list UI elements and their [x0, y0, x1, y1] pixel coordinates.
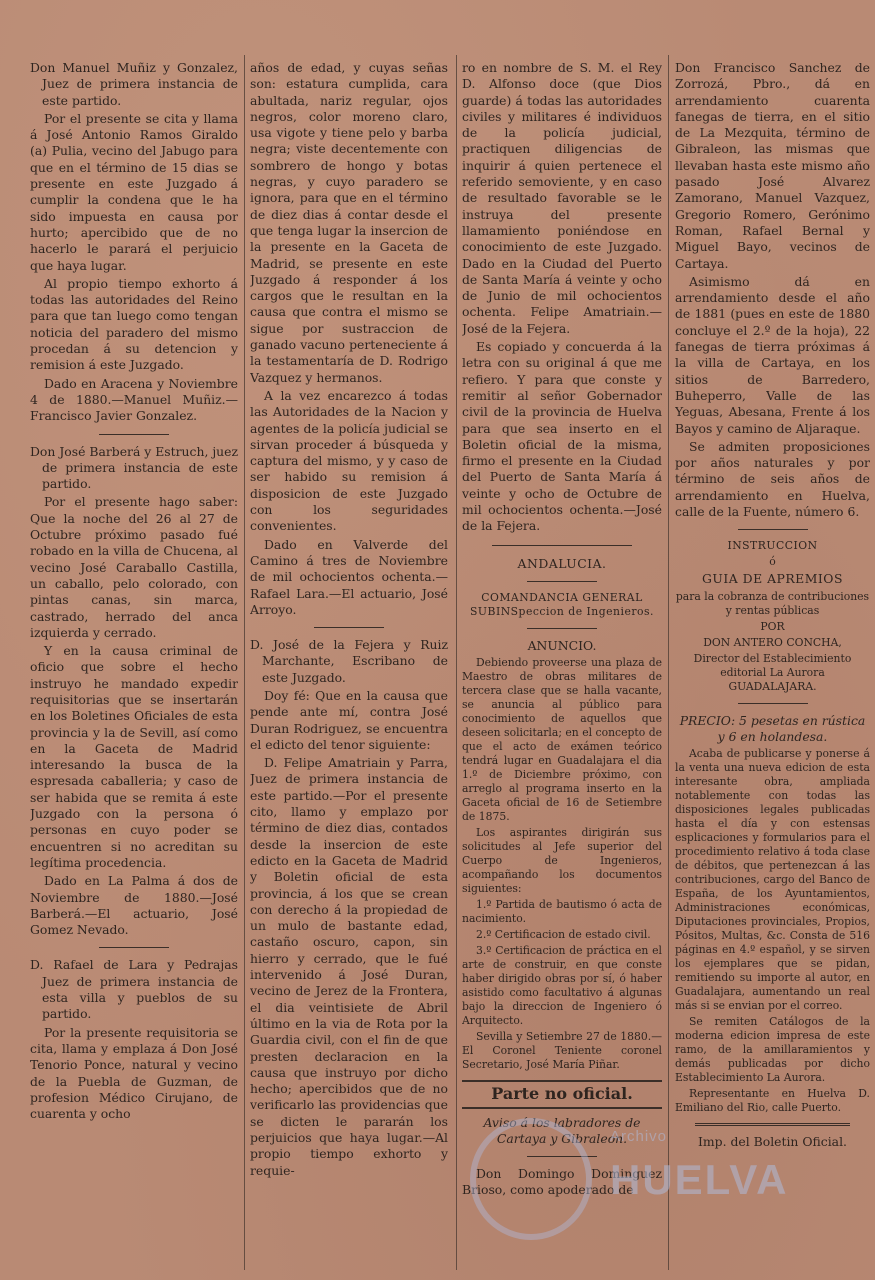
watermark-line2: HUELVA — [610, 1156, 789, 1203]
section-subtitle: COMANDANCIA GENERAL SUBINSpeccion de Ingenieros. — [470, 590, 654, 618]
separator — [527, 628, 597, 629]
edict-paragraph: años de edad, y cuyas señas son: estatura cumplida, cara abultada, nariz regular, ojos negros, color moreno claro, usa vigote y tiene pelo y barba negra; viste decentemente con sombrero de hongo y botas negras, y cuyo paradero se ignora, para que en el término de diez dias á contar desde el que tenga lugar la insercion de la presente en la Gaceta de Madrid, se presente en este Juzgado á responder á los cargos que le resultan en la causa que contra el mismo se sigue por sustraccion de ganado vacuno perteneciente á la testamentaría de D. Rodrigo Vazquez y hermanos. — [250, 60, 448, 385]
edict-paragraph: Por el presente se cita y llama á José Antonio Ramos Giraldo (a) Pulia, vecino del Jabugo para que en el término de 15 dias se presente en este Juzgado á cumplir la condena que le ha sido impuesta en causa por hurto; apercibido que de no hacerlo le parará el perjuicio que haya lugar. — [30, 110, 238, 273]
edict-paragraph: Y en la causa criminal de oficio que sobre el hecho instruyo he mandado expedir requisitorias que se insertarán en los Boletines Oficiales de esta provincia y la de Sevill, así como en la Gaceta de Madrid interesando la busca de la espresada caballeria; y caso de ser habida que se remita á este Juzgado con la persona ó personas en cuyo poder se encuentren si no acreditan su legítima procedencia. — [30, 643, 238, 870]
notice-item: 2.º Certificacion de estado civil. — [476, 928, 651, 942]
edict-paragraph: ro en nombre de S. M. el Rey D. Alfonso doce (que Dios guarde) á todas las autoridades civiles y militares é individuos de la policía judicial, practiquen diligencias de inquirir á quien pertenece el referido semoviente, y en caso de resultado favorable se le instruya del presente llamamiento poniéndose en conocimiento de este Juzgado. Dado en la Ciudad del Puerto de Santa María á veinte y ocho de Junio de mil ochocientos ochenta. Felipe Amatriain.—José de la Fejera. — [462, 60, 662, 336]
column-4 — [675, 60, 870, 1275]
ad-paragraph: Don Francisco Sanchez de Zorrozá, Pbro., dá en arrendamiento cuarenta fanegas de tierra, en el sitio de La Mezquita, término de Gibraleon, las mismas que llevaban hasta este mismo año pasado José Alvarez Zamorano, Manuel Vazquez, Gregorio Romero, Gerónimo Roman, Rafael Bernal y Miguel Bayo, vecinos de Cartaya. — [675, 60, 870, 271]
column-rule — [456, 55, 457, 1270]
separator — [492, 545, 632, 546]
edict-paragraph: D. Felipe Amatriain y Parra, Juez de primera instancia de este partido.—Por el presente cito, llamo y emplazo por término de diez dias, contados desde la insercion de este edicto en la Gaceta de Madrid y Boletin oficial de esta provincia, á los que se crean con derecho á la propiedad de un mulo de bastante edad, castaño oscuro, capon, sin hierro y cerrado, que le fué intervenido á José Duran, vecino de Jerez de la Frontera, el dia veintisiete de Abril último en la via de Rota por la Guardia civil, con el fin de que presten declaracion en la causa que instruyo por dicho hecho; apercibidos que de no verificarlo las providencias que se dicten le pararán los perjuicios que haya lugar.—Al propio tiempo exhorto y requie- — [250, 755, 448, 1178]
notice-paragraph: Los aspirantes dirigirán sus solicitudes al Jefe superior del Cuerpo de Ingenieros, acompañando los documentos siguientes: — [462, 826, 662, 896]
edict-heading: D. Rafael de Lara y Pedrajas Juez de primera instancia de esta villa y pueblos de su partido. — [30, 957, 238, 1022]
edict-heading: Don José Barberá y Estruch, juez de primera instancia de este partido. — [30, 443, 238, 492]
instruccion-o: ó — [769, 555, 776, 569]
separator — [527, 1156, 597, 1157]
aviso-paragraph: Don Domingo Dominguez Brioso, como apoderado de — [462, 1166, 662, 1198]
separator — [99, 434, 169, 435]
column-rule — [244, 55, 245, 1270]
guia-por: POR — [760, 619, 785, 633]
ad-paragraph: Asimismo dá en arrendamiento desde el año de 1881 (pues en este de 1880 concluye el 2.º de la hoja), 22 fanegas de tierra próximas á la villa de Cartaya, en los sitios de Barredero, Buheperro, Valle de las Yeguas, Abesana, Frente á los Bayos y camino de Aljaraque. — [675, 273, 870, 436]
guia-author-role: Director del Establecimiento editorial La Aurora GUADALAJARA. — [693, 651, 852, 693]
separator — [738, 529, 808, 530]
imprenta-footer: Imp. del Boletin Oficial. — [698, 1134, 847, 1150]
guia-paragraph: Representante en Huelva D. Emiliano del Rio, calle Puerto. — [675, 1087, 870, 1115]
anuncio-title: ANUNCIO. — [527, 637, 597, 653]
edict-heading: Don Manuel Muñiz y Gonzalez, Juez de primera instancia de este partido. — [30, 60, 238, 108]
separator — [527, 581, 597, 582]
parte-no-oficial-header: Parte no oficial. — [462, 1080, 662, 1108]
separator — [314, 627, 384, 628]
notice-paragraph: Debiendo proveerse una plaza de Maestro de obras militares de tercera clase que se halla vacante, se anuncia al público para conocimiento de aquellos que deseen solicitarla; en el concepto de que el acto de exámen teórico tendrá lugar en Guadalajara el dia 1.º de Diciembre próximo, con arreglo al programa inserto en la Gaceta oficial de 16 de Setiembre de 1875. — [462, 656, 662, 824]
guia-paragraph: Se remiten Catálogos de la moderna edicion impresa de este ramo, de la amillaramientos y demás publicadas por dicho Establecimiento La Aurora. — [675, 1015, 870, 1085]
guia-author: DON ANTERO CONCHA, — [703, 635, 842, 649]
guia-price: PRECIO: 5 pesetas en rústica y 6 en holandesa. — [679, 712, 866, 744]
edict-heading: D. José de la Fejera y Ruiz Marchante, Escribano de este Juzgado. — [250, 637, 448, 685]
edict-signature: Dado en La Palma á dos de Noviembre de 1880.—José Barberá.—El actuario, José Gomez Nevado. — [30, 873, 238, 938]
edict-paragraph: Doy fé: Que en la causa que pende ante mí, contra José Duran Rodriguez, se encuentra el edicto del tenor siguiente: — [250, 687, 448, 752]
guia-subtitle: para la cobranza de contribuciones y rentas públicas — [675, 589, 870, 617]
notice-item: 1.º Partida de bautismo ó acta de nacimiento. — [462, 898, 662, 926]
ad-paragraph: Se admiten proposiciones por años naturales y por término de seis años de arrendamiento en Huelva, calle de la Fuente, número 6. — [675, 438, 870, 520]
edict-paragraph: Es copiado y concuerda á la letra con su original á que me refiero. Y para que conste y remitir al señor Gobernador civil de la provincia de Huelva para que sea inserto en el Boletin oficial de la misma, firmo el presente en la Ciudad del Puerto de Santa María á veinte y ocho de Octubre de mil ochocientos ochenta.—José de la Fejera. — [462, 339, 662, 534]
double-rule — [695, 1123, 850, 1126]
edict-signature: Dado en Valverde del Camino á tres de Noviembre de mil ochocientos ochenta.—Rafael Lara.—El actuario, José Arroyo. — [250, 536, 448, 617]
notice-item: 3.º Certificacion de práctica en el arte de construir, en que conste haber dirigido obras por sí, ó haber asistido como facultativo á algunas bajo la direccion de Ingeniero ó Arquitecto. — [462, 944, 662, 1028]
edict-paragraph: Al propio tiempo exhorto á todas las autoridades del Reino para que tan luego como tengan noticia del paradero del mismo procedan á su detencion y remision á este Juzgado. — [30, 275, 238, 373]
column-2 — [250, 60, 448, 1275]
separator — [738, 703, 808, 704]
edict-paragraph: Por el presente hago saber: Que la noche del 26 al 27 de Octubre próximo pasado fué robado en la villa de Chucena, al vecino José Caraballo Castilla, un caballo, pelo colorado, con pintas canas, sin marca, castrado, herrado del anca izquierda y cerrado. — [30, 494, 238, 640]
column-rule — [668, 55, 669, 1270]
guia-title: GUIA DE APREMIOS — [702, 571, 843, 587]
separator — [99, 947, 169, 948]
column-3 — [462, 60, 662, 1275]
guia-paragraph: Acaba de publicarse y ponerse á la venta una nueva edicion de esta interesante obra, ampliada notablemente con todas las disposiciones legales publicadas hasta el día y con estensas esplicaciones y formularios para el procedimiento relativo á toda clase de débitos, que pertenezcan á las contribuciones, cargo del Banco de España, de los Ayuntamientos, Administraciones económicas, Diputaciones provinciales, Propios, Pósitos, Multas, &c. Consta de 516 páginas en 4.º español, y se sirven los ejemplares que se pidan, remitiendo su importe al autor, en Guadalajara, aumentando un real más si se envian por el correo. — [675, 747, 870, 1013]
column-1 — [30, 60, 238, 1275]
watermark-line1: Archivo — [610, 1128, 668, 1145]
aviso-title: Aviso á los labradores de Cartaya y Gibraleon. — [483, 1114, 641, 1146]
edict-signature: Dado en Aracena y Noviembre 4 de 1880.—Manuel Muñiz.—Francisco Javier Gonzalez. — [30, 375, 238, 424]
instruccion-title: INSTRUCCION — [727, 539, 818, 553]
section-title: ANDALUCIA. — [517, 555, 607, 571]
edict-paragraph: Por la presente requisitoria se cita, llama y emplaza á Don José Tenorio Ponce, natural y vecino de la Puebla de Guzman, de profesion Médico Cirujano, de cuarenta y ocho — [30, 1024, 238, 1122]
edict-paragraph: A la vez encarezco á todas las Autoridades de la Nacion y agentes de la policía judicial se sirvan proceder á búsqueda y captura del mismo, y y caso de ser habido su remision á disposicion de este Juzgado con los seguridades convenientes. — [250, 387, 448, 534]
notice-signature: Sevilla y Setiembre 27 de 1880.—El Coronel Teniente coronel Secretario, José María Piñar. — [462, 1030, 662, 1072]
